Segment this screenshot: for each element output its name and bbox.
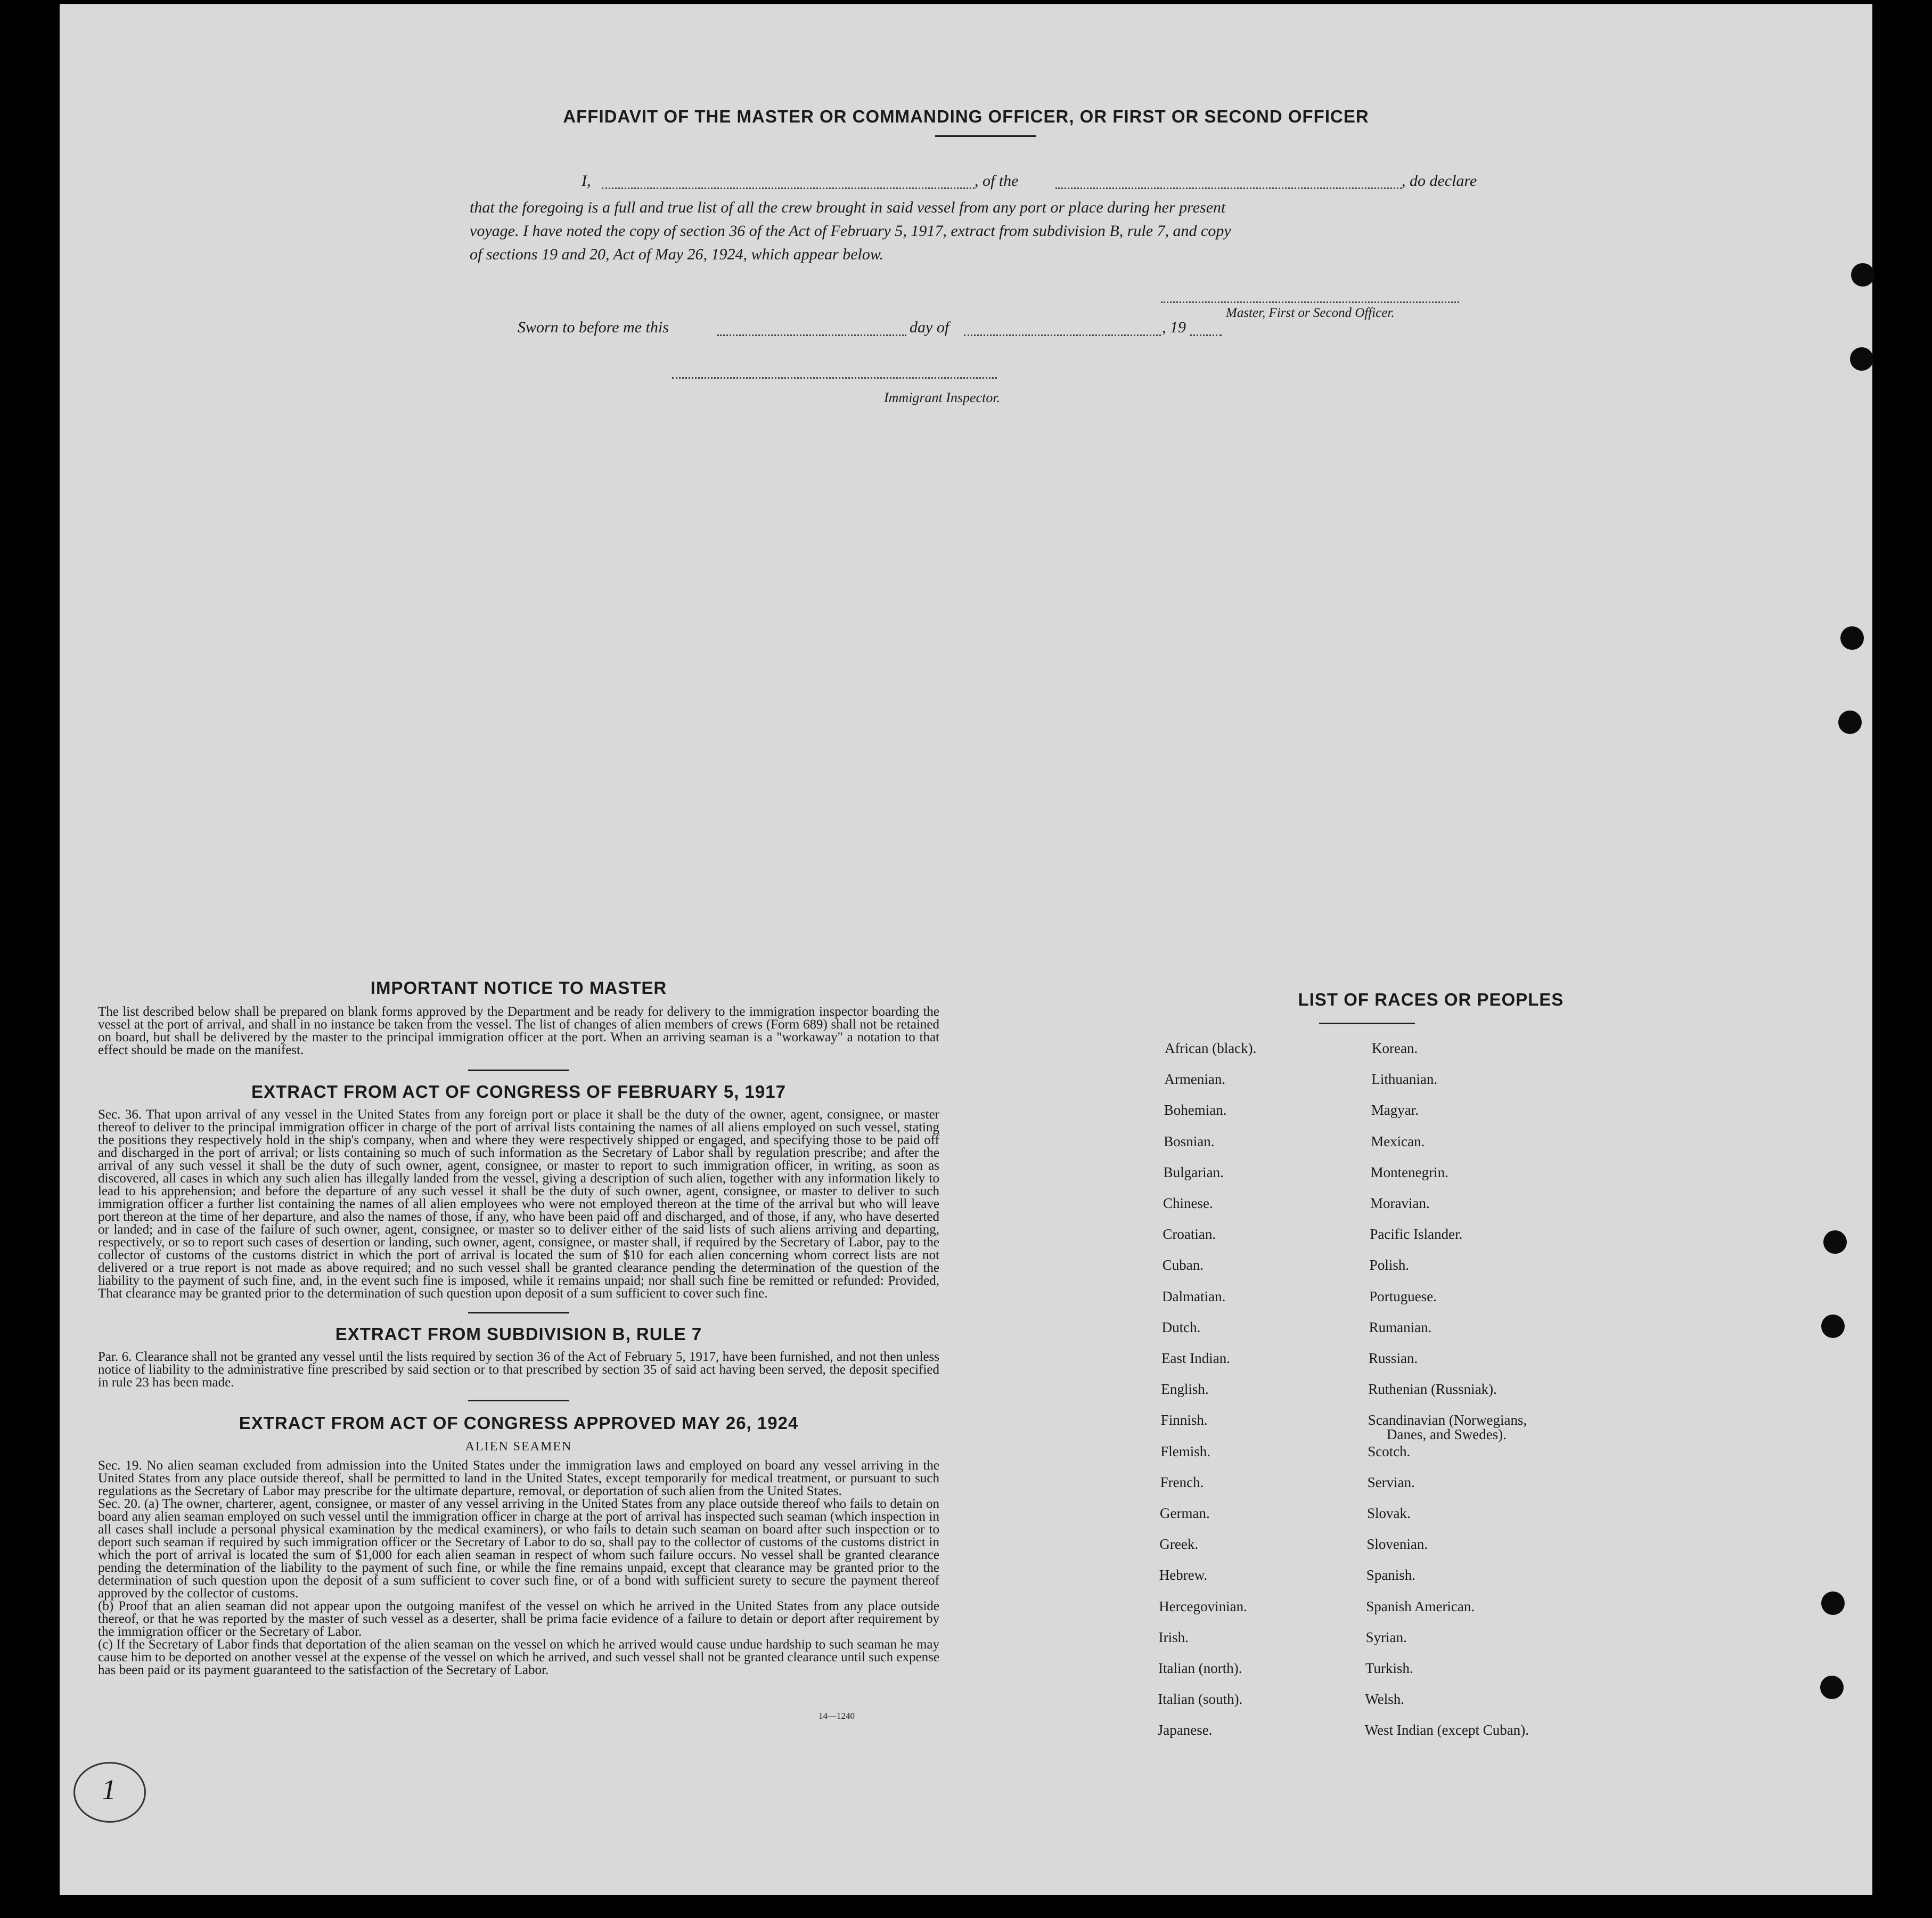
race-item: Italian (south). bbox=[1158, 1691, 1243, 1708]
sec20a-text: Sec. 20. (a) The owner, charterer, agent, consignee, or master of any vessel arriving in the United States from any place outside thereof who fails to detain on board any alien seaman employed on such vessel until the immigration officer in charge at the port of arrival has inspected such seaman (which inspection in all cases shall include a personal physical examination by the medical examiners), or who fails to detain such seaman on board after such inspection or to deport such seaman if required by such immigration officer or the Secretary of Labor to do so, shall pay to the collector of customs of the customs district in which the port of arrival is located the sum of $1,000 for each alien seaman in respect of whom such failure occurs. No vessel shall be granted clearance pending the determination of the liability to the payment of such fine, or while the fine remains unpaid, except that clearance may be granted prior to the determination of such question upon the deposit of a sum sufficient to cover such fine, or of a bond with sufficient surety to secure the payment thereof approved by the collector of customs. bbox=[98, 1497, 939, 1601]
race-item: Japanese. bbox=[1157, 1722, 1213, 1739]
affidavit-of-the: , of the bbox=[975, 172, 1019, 190]
race-item: Slovenian. bbox=[1366, 1536, 1428, 1553]
extract-rule7-text: Par. 6. Clearance shall not be granted any vessel until the lists required by section 36 of the Act of February 5, 1917, have been furnished, and not then unless notice of liability to the administrative fine prescribed by said section or to that prescribed by section 35 of said act having been served, the deposit specified in rule 23 has been made. bbox=[98, 1350, 939, 1390]
affidavit-declare: , do declare bbox=[1402, 172, 1477, 190]
race-item: Portuguese. bbox=[1369, 1288, 1437, 1304]
race-item: Lithuanian. bbox=[1371, 1071, 1438, 1088]
binder-hole bbox=[1821, 1591, 1845, 1615]
race-item: Ruthenian (Russniak). bbox=[1368, 1381, 1497, 1398]
sec20c-text: (c) If the Secretary of Labor finds that deportation of the alien seaman on the vessel on which he arrived would cause undue hardship to such seaman he may cause him to be deported on another vessel at the expense of the vessel on which he arrived, and such vessel shall not be granted clearance until such expense has been paid or its payment guaranteed to the satisfaction of the Secretary of Labor. bbox=[98, 1637, 939, 1677]
form-number: 14—1240 bbox=[818, 1711, 855, 1721]
binder-hole bbox=[1840, 626, 1864, 650]
affidavit-body bbox=[470, 196, 1513, 266]
sworn-month-blank bbox=[964, 334, 1161, 336]
affidavit-body-line3: voyage. I have noted the copy of section 36 of the Act of February 5, 1917, extract from subdivision B, rule 7, and copy bbox=[470, 222, 1231, 240]
affidavit-i: I, bbox=[582, 172, 591, 190]
race-item: Bosnian. bbox=[1164, 1133, 1215, 1149]
race-item: Pacific Islander. bbox=[1370, 1226, 1463, 1243]
alien-seamen-subtitle: ALIEN SEAMEN bbox=[465, 1440, 572, 1454]
binder-hole bbox=[1850, 347, 1873, 371]
sworn-line bbox=[518, 319, 1316, 340]
binder-hole bbox=[1823, 1230, 1847, 1254]
race-item: Scandinavian (Norwegians, bbox=[1368, 1412, 1527, 1429]
race-item: Italian (north). bbox=[1158, 1660, 1242, 1676]
race-item: Servian. bbox=[1367, 1474, 1415, 1490]
affidavit-body-line4: of sections 19 and 20, Act of May 26, 1924, which appear below. bbox=[470, 246, 884, 263]
race-item: Scotch. bbox=[1368, 1443, 1411, 1459]
race-item: Bohemian. bbox=[1164, 1102, 1227, 1119]
sworn-text: Sworn to before me this bbox=[518, 319, 669, 336]
race-item: Rumanian. bbox=[1369, 1319, 1432, 1335]
races-title: LIST OF RACES OR PEOPLES bbox=[1298, 990, 1564, 1009]
race-item: Spanish. bbox=[1366, 1567, 1416, 1584]
sworn-day-of: day of bbox=[910, 319, 949, 336]
race-item: Turkish. bbox=[1365, 1660, 1413, 1676]
race-item: Bulgarian. bbox=[1163, 1164, 1224, 1180]
race-item: West Indian (except Cuban). bbox=[1364, 1722, 1529, 1739]
race-item: German. bbox=[1160, 1505, 1210, 1521]
binder-hole bbox=[1821, 1315, 1845, 1338]
race-item: Flemish. bbox=[1160, 1443, 1210, 1459]
race-item: Slovak. bbox=[1367, 1505, 1411, 1521]
extract-1917-title: EXTRACT FROM ACT OF CONGRESS OF FEBRUARY 5, 1917 bbox=[251, 1082, 786, 1101]
extract-1917-text: Sec. 36. That upon arrival of any vessel in the United States from any foreign port or place it shall be the duty of the owner, agent, consignee, or master thereof to deliver to the principal immigration officer in charge of the port of arrival lists containing the names of all aliens employed on such vessel, stating the positions they respectively hold in the ship's company, when and where they were respectively shipped or engaged, and specifying those to be paid off and discharged in the port of arrival; or lists containing so much of such information as the Secretary of Labor shall by regulation prescribe; and after the arrival of any such vessel it shall be the duty of such owner, agent, consignee, or master to report to such immigration officer, in writing, as soon as discovered, all cases in which any such alien has illegally landed from the vessel, giving a description of such alien, together with any information likely to lead to his apprehension; and before the departure of any such vessel it shall be the duty of such owner, agent, consignee, or master to deliver to such immigration officer a further list containing the names of all alien employees who were not employed thereon at the time of the arrival but who will leave port thereon at the time of her departure, and also the names of those, if any, who have been paid off and discharged, and of those, if any, who have deserted or landed; and in case of the failure of such owner, agent, consignee, or master so to deliver either of the said lists of such aliens arriving and departing, respectively, or so to report such cases of desertion or landing, such owner, agent, consignee, or master shall, if required by the Secretary of Labor, pay to the collector of customs of the customs district in which the port of arrival is located the sum of $10 for each alien concerning whom correct lists are not delivered or a true report is not made as above required; and no such vessel shall be granted clearance pending the determination of the question of the liability to the payment of such fine, and, in the event such fine is imposed, while it remains unpaid; nor shall such fine be remitted or refunded: Provided, That clearance may be granted prior to the determination of such question upon deposit of a sum sufficient to cover such fine. bbox=[98, 1107, 939, 1301]
page-mark-circle bbox=[73, 1762, 146, 1823]
inspector-label: Immigrant Inspector. bbox=[884, 390, 1001, 405]
master-signature-label: Master, First or Second Officer. bbox=[1226, 306, 1395, 320]
race-item: Dutch. bbox=[1161, 1319, 1201, 1335]
binder-hole bbox=[1851, 263, 1874, 287]
race-item: Montenegrin. bbox=[1370, 1164, 1448, 1180]
sec19-text: Sec. 19. No alien seaman excluded from admission into the United States under the immigration laws and employed on board any vessel arriving in the United States from any place outside thereof, shall be permitted to land in the United States, except temporarily for medical treatment, or pursuant to such regulations as the Secretary of Labor may prescribe for the ultimate departure, removal, or deportation of such alien from the United States. bbox=[98, 1458, 939, 1498]
name-blank bbox=[602, 187, 975, 189]
race-item: Polish. bbox=[1369, 1257, 1410, 1274]
sworn-year: , 19 bbox=[1162, 319, 1186, 336]
race-item: Armenian. bbox=[1164, 1071, 1226, 1088]
title-underline bbox=[935, 135, 1036, 137]
sec20b-text: (b) Proof that an alien seaman did not appear upon the outgoing manifest of the vessel on which he arrived in the United States from any place outside thereof, or that he was reported by the master of such vessel as a deserter, shall be prima facie evidence of a failure to detain or deport after requirement by the immigration officer or the Secretary of Labor. bbox=[98, 1599, 939, 1639]
divider-3 bbox=[468, 1400, 569, 1401]
divider-1 bbox=[468, 1070, 569, 1071]
binder-hole bbox=[1838, 711, 1862, 734]
extract-rule7-title: EXTRACT FROM SUBDIVISION B, RULE 7 bbox=[335, 1324, 702, 1344]
affidavit-body-line2: that the foregoing is a full and true list of all the crew brought in said vessel from any port or place during her present bbox=[470, 199, 1226, 216]
race-item: Mexican. bbox=[1371, 1133, 1425, 1149]
document-page bbox=[60, 4, 1872, 1895]
race-item: English. bbox=[1161, 1381, 1209, 1398]
race-item: French. bbox=[1160, 1474, 1204, 1490]
race-item: Croatian. bbox=[1163, 1226, 1216, 1243]
inspector-signature-line bbox=[672, 377, 997, 379]
race-item: Chinese. bbox=[1163, 1195, 1213, 1211]
extract-1924-title: EXTRACT FROM ACT OF CONGRESS APPROVED MAY 26, 1924 bbox=[239, 1413, 799, 1433]
race-item: East Indian. bbox=[1161, 1350, 1230, 1366]
notice-title: IMPORTANT NOTICE TO MASTER bbox=[370, 978, 667, 998]
races-underline bbox=[1319, 1023, 1415, 1024]
race-item: Greek. bbox=[1159, 1536, 1199, 1553]
affidavit-line1 bbox=[523, 172, 1567, 193]
race-item: Hercegovinian. bbox=[1159, 1598, 1247, 1614]
race-item: African (black). bbox=[1165, 1040, 1257, 1056]
race-item: Russian. bbox=[1369, 1350, 1418, 1366]
sworn-year-blank bbox=[1190, 334, 1222, 336]
race-item: Syrian. bbox=[1365, 1629, 1407, 1645]
race-item: Welsh. bbox=[1365, 1691, 1404, 1708]
race-scandinavian-cont: Danes, and Swedes). bbox=[1387, 1426, 1507, 1442]
race-item: Magyar. bbox=[1371, 1102, 1419, 1119]
left-column bbox=[98, 978, 939, 1677]
race-item: Spanish American. bbox=[1366, 1598, 1475, 1614]
page-mark-number: 1 bbox=[102, 1774, 116, 1806]
master-signature-line bbox=[1161, 301, 1459, 303]
race-item: Hebrew. bbox=[1159, 1567, 1208, 1584]
vessel-blank bbox=[1055, 187, 1402, 189]
race-item: Irish. bbox=[1158, 1629, 1189, 1645]
notice-text: The list described below shall be prepared on blank forms approved by the Department and be ready for delivery to the immigration inspector boarding the vessel at the port of arrival, and shall in no instance be taken from the vessel. The list of changes of alien members of crews (Form 689) shall not be retained on board, but shall be delivered by the master to the principal immigration officer at the port. When an arriving seaman is a "workaway" a notation to that effect should be made on the manifest. bbox=[98, 1005, 939, 1057]
sworn-day-blank bbox=[717, 334, 906, 336]
affidavit-title: AFFIDAVIT OF THE MASTER OR COMMANDING OFFICER, OR FIRST OR SECOND OFFICER bbox=[563, 107, 1369, 126]
race-item: Finnish. bbox=[1160, 1412, 1208, 1429]
race-item: Dalmatian. bbox=[1162, 1288, 1226, 1304]
race-item: Korean. bbox=[1372, 1040, 1418, 1056]
binder-hole bbox=[1820, 1676, 1844, 1699]
divider-2 bbox=[468, 1312, 569, 1313]
race-item: Cuban. bbox=[1162, 1257, 1204, 1274]
race-item: Moravian. bbox=[1370, 1195, 1430, 1211]
